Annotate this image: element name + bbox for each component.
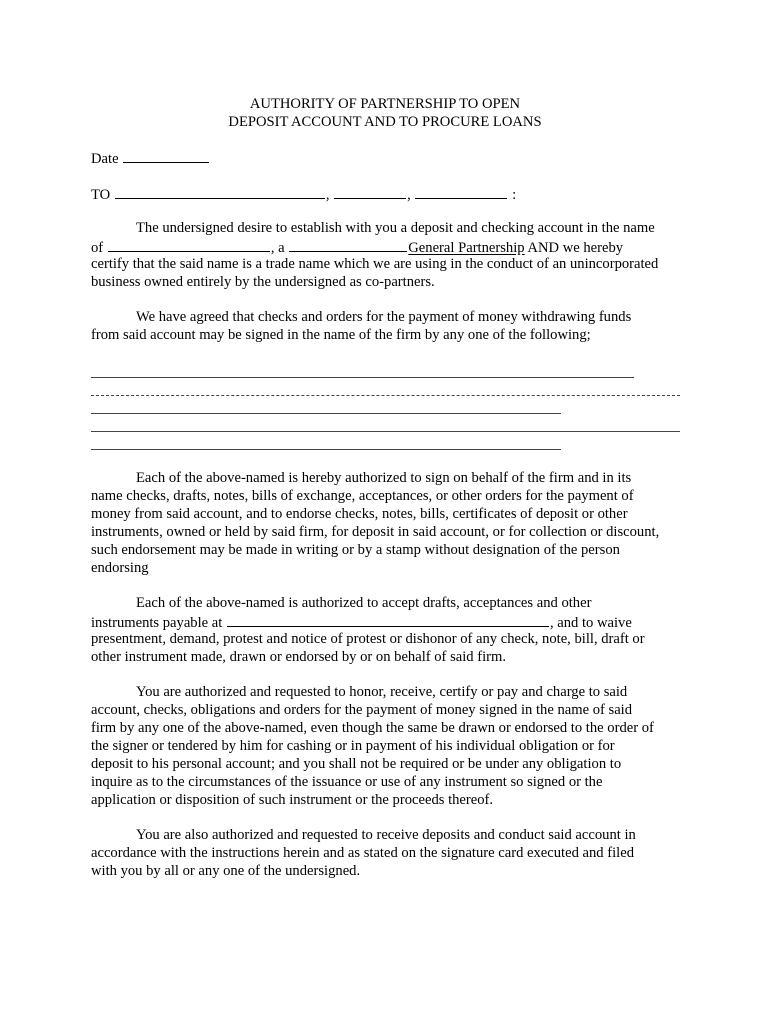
paragraph-4-line-1: Each of the above-named is authorized to accept drafts, acceptances and other — [136, 595, 592, 611]
paragraph-4-line-2 — [91, 612, 632, 632]
paragraph-5-line-5: deposit to his personal account; and you shall not be required or be under any obligation to — [91, 756, 622, 772]
paragraph-4-line-4: other instrument made, drawn or endorsed by or on behalf of said firm. — [91, 649, 506, 665]
payable-at-blank-field[interactable] — [227, 612, 549, 627]
general-partnership-text: General Partnership — [408, 240, 525, 256]
paragraph-6-line-1: You are also authorized and requested to receive deposits and conduct said account in — [136, 827, 636, 843]
date-label: Date — [91, 151, 119, 167]
document-title-line-2: DEPOSIT ACCOUNT AND TO PROCURE LOANS — [228, 114, 542, 130]
to-name-blank-field[interactable] — [115, 184, 325, 199]
paragraph-6-line-3: with you by all or any one of the undersigned. — [91, 863, 361, 879]
paragraph-1-line-2 — [91, 237, 623, 257]
paragraph-3-line-1: Each of the above-named is hereby authorized to sign on behalf of the firm and in its — [136, 470, 632, 486]
paragraph-3-line-5: such endorsement may be made in writing or by a stamp without designation of the person — [91, 542, 620, 558]
paragraph-2-line-1: We have agreed that checks and orders for the payment of money withdrawing funds — [136, 309, 632, 325]
paragraph-3-line-3: money from said account, and to endorse checks, notes, bills, certificates of deposit or other — [91, 506, 628, 522]
paragraph-3-line-6: endorsing — [91, 560, 149, 576]
paragraph-2-line-2: from said account may be signed in the name of the firm by any one of the following; — [91, 327, 591, 343]
text-fragment: , and to waive — [549, 615, 632, 631]
paragraph-6-line-2: accordance with the instructions herein and as stated on the signature card executed and filed — [91, 845, 634, 861]
text-fragment: of — [91, 240, 104, 256]
signer-line-3[interactable] — [91, 413, 561, 414]
paragraph-4-line-3: presentment, demand, protest and notice of protest or dishonor of any check, note, bill, draft or — [91, 631, 645, 647]
text-fragment: instruments payable at — [91, 615, 223, 631]
signer-line-4[interactable] — [91, 431, 680, 432]
to-state-blank-field[interactable] — [415, 184, 507, 199]
paragraph-5-line-4: the signer or tendered by him for cashing or in payment of his individual obligation or for — [91, 738, 615, 754]
paragraph-5-line-3: firm by any one of the above-named, even though the same be drawn or endorsed to the order of — [91, 720, 654, 736]
signer-line-2[interactable] — [91, 395, 680, 396]
paragraph-1-line-1: The undersigned desire to establish with you a deposit and checking account in the name — [136, 220, 655, 236]
text-fragment: , a — [270, 240, 285, 256]
signer-line-1[interactable] — [91, 377, 634, 378]
to-city-blank-field[interactable] — [334, 184, 406, 199]
paragraph-5-line-6: inquire as to the circumstances of the issuance or use of any instrument so signed or the — [91, 774, 603, 790]
to-colon: : — [512, 187, 517, 203]
date-blank-field[interactable] — [123, 148, 209, 163]
text-fragment: AND we hereby — [527, 240, 624, 256]
paragraph-5-line-1: You are authorized and requested to honor, receive, certify or pay and charge to said — [136, 684, 628, 700]
document-title-line-1: AUTHORITY OF PARTNERSHIP TO OPEN — [249, 96, 521, 112]
date-row — [91, 148, 210, 168]
to-separator: , — [325, 187, 330, 203]
to-row — [91, 184, 516, 204]
paragraph-5-line-2: account, checks, obligations and orders for the payment of money signed in the name of said — [91, 702, 633, 718]
state-blank-field[interactable] — [289, 237, 407, 252]
paragraph-3-line-2: name checks, drafts, notes, bills of exchange, acceptances, or other orders for the payment of — [91, 488, 634, 504]
to-separator: , — [407, 187, 411, 203]
paragraph-3-line-4: instruments, owned or held by said firm, for deposit in said account, or for collection or discount, — [91, 524, 660, 540]
paragraph-1-line-3: certify that the said name is a trade name which we are using in the conduct of an unincorporated — [91, 256, 659, 272]
paragraph-1-line-4: business owned entirely by the undersigned as co-partners. — [91, 274, 435, 290]
firm-name-blank-field[interactable] — [108, 237, 270, 252]
signer-line-5[interactable] — [91, 449, 561, 450]
paragraph-5-line-7: application or disposition of such instrument or the proceeds thereof. — [91, 792, 494, 808]
to-label: TO — [91, 187, 111, 203]
